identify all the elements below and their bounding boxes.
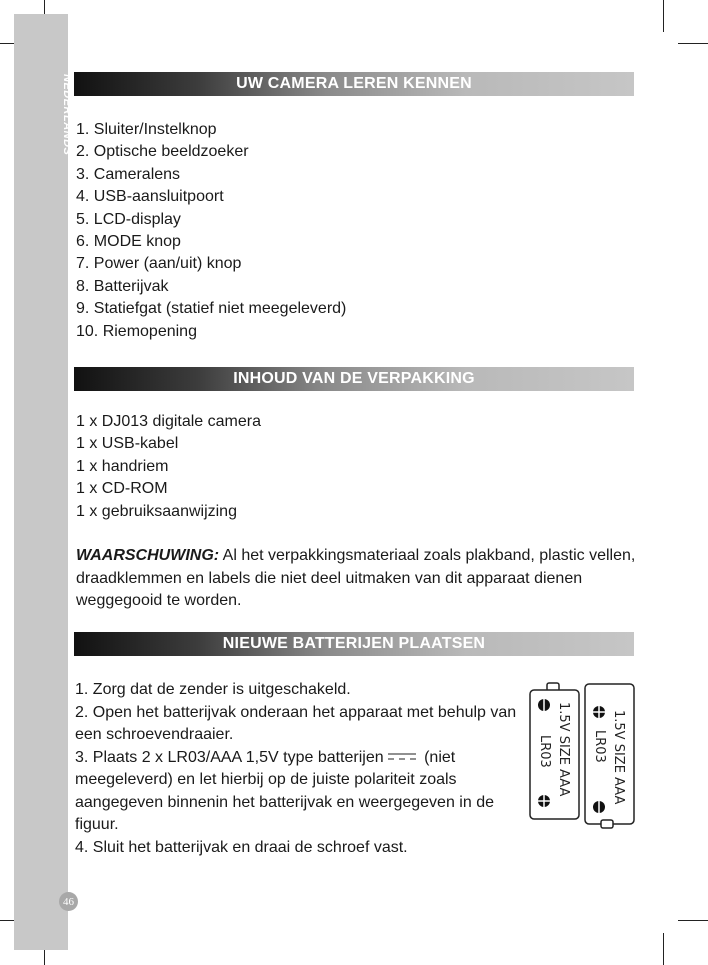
list-item: 1 x USB-kabel xyxy=(76,435,179,453)
dc-symbol-icon xyxy=(387,751,417,763)
list-item: 2. Optische beeldzoeker xyxy=(76,143,249,161)
list-item: 1. Sluiter/Instelknop xyxy=(76,121,217,138)
parts-list xyxy=(76,119,346,343)
crop-mark xyxy=(663,0,664,32)
step-1: 1. Zorg dat de zender is uitgeschakeld. xyxy=(75,681,351,698)
step-3-text-cont: (niet meegeleverd) en let hierbij op de juiste polariteit zoals aangegeven binnenin het batterijvak en weergegeven in de figuur. xyxy=(75,748,494,833)
list-item: 1 x handriem xyxy=(76,457,169,475)
contents-list xyxy=(76,411,261,523)
step-4: 4. Sluit het batterijvak en draai de schroef vast. xyxy=(75,838,408,856)
language-label: NEDERLANDS xyxy=(61,74,73,156)
list-item: 6. MODE knop xyxy=(76,232,181,250)
section-heading-batteries: NIEUWE BATTERIJEN PLAATSEN xyxy=(74,632,634,656)
sidebar xyxy=(14,14,68,950)
warning-paragraph xyxy=(76,545,641,613)
list-item: 1 x CD-ROM xyxy=(76,480,168,498)
list-item: 3. Cameralens xyxy=(76,165,181,183)
section-heading-camera: UW CAMERA LEREN KENNEN xyxy=(74,72,634,96)
battery-steps xyxy=(75,679,530,859)
section-heading-contents: INHOUD VAN DE VERPAKKING xyxy=(74,367,634,391)
step-3-text: 3. Plaats 2 x LR03/AAA 1,5V type batterijen xyxy=(75,748,384,766)
list-item: 10. Riemopening xyxy=(76,322,197,340)
list-item: 8. Batterijvak xyxy=(76,277,169,295)
battery-type-label: LR03 xyxy=(537,735,552,768)
battery-right-icon xyxy=(585,684,634,828)
crop-mark xyxy=(678,920,708,921)
battery-size-label: 1.5V SIZE AAA xyxy=(556,702,571,797)
list-item: 1 x DJ013 digitale camera xyxy=(76,413,261,430)
warning-text: Al het verpakkingsmateriaal zoals plakband, plastic vellen, draadklemmen en labels die niet deel uitmaken van dit apparaat dienen weggegooid te worden. xyxy=(76,547,636,609)
crop-mark xyxy=(663,933,664,965)
step-3 xyxy=(75,747,530,837)
battery-left-icon xyxy=(530,683,579,819)
list-item: 4. USB-aansluitpoort xyxy=(76,188,224,206)
list-item: 1 x gebruiksaanwijzing xyxy=(76,502,237,520)
battery-compartment-figure xyxy=(525,680,640,830)
list-item: 5. LCD-display xyxy=(76,210,181,228)
battery-type-label: LR03 xyxy=(592,730,607,763)
list-item: 7. Power (aan/uit) knop xyxy=(76,255,242,273)
page-number: 46 xyxy=(59,892,78,911)
list-item: 9. Statiefgat (statief niet meegeleverd) xyxy=(76,300,347,318)
crop-mark xyxy=(678,43,708,44)
step-2: 2. Open het batterijvak onderaan het apparaat met behulp van een schroevendraaier. xyxy=(75,703,517,743)
warning-label: WAARSCHUWING: xyxy=(76,547,220,564)
battery-size-label: 1.5V SIZE AAA xyxy=(611,710,626,805)
